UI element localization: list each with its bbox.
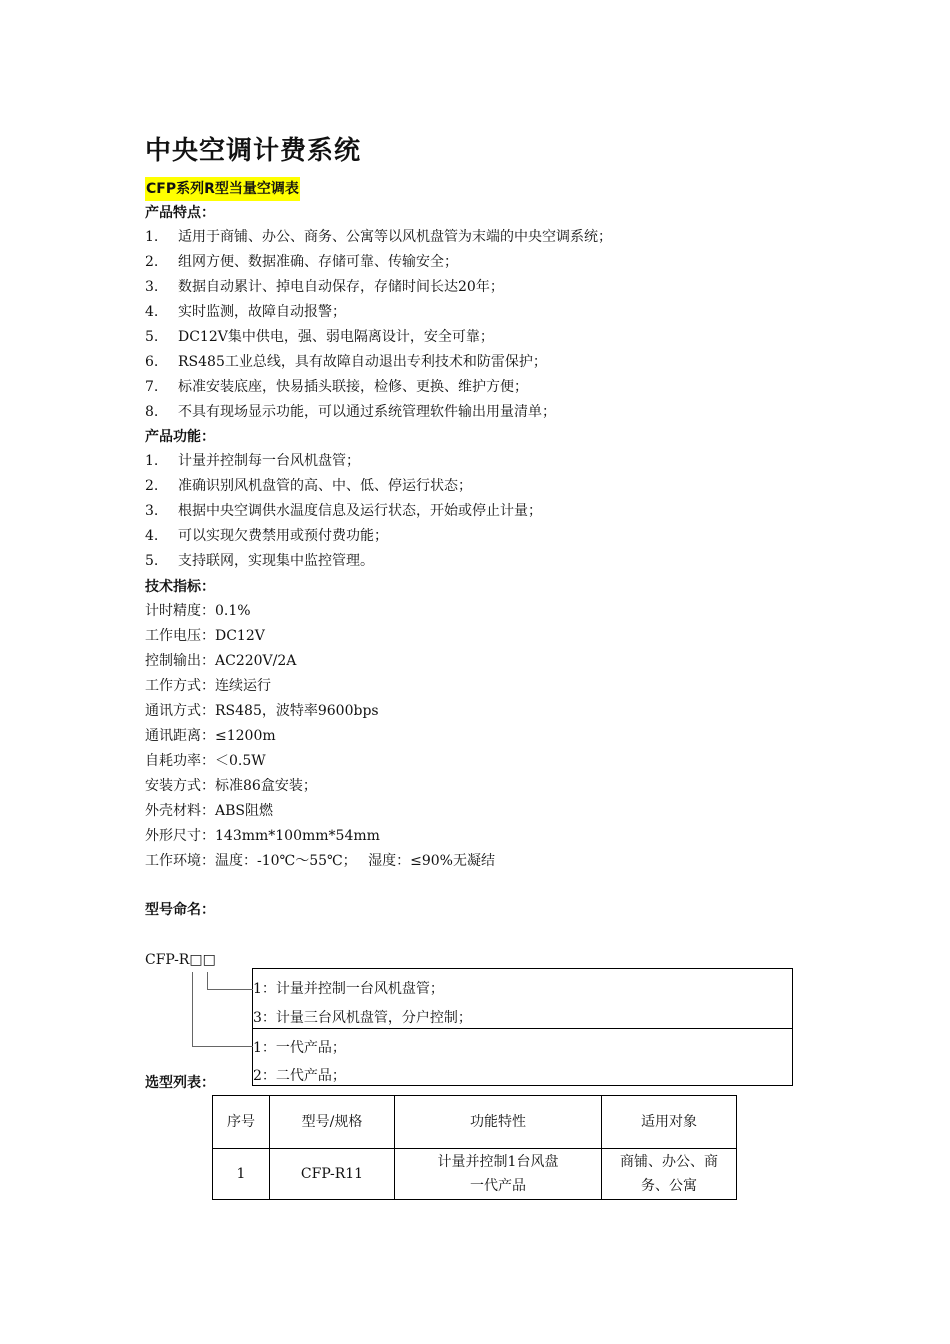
spec-item: 外形尺寸：143mm*100mm*54mm bbox=[145, 828, 380, 844]
naming-option: 1：一代产品； bbox=[253, 1040, 346, 1056]
naming-option: 2：二代产品； bbox=[253, 1068, 346, 1084]
spec-item: 外壳材料：ABS阻燃 bbox=[145, 803, 273, 819]
naming-option: 3：计量三台风机盘管，分户控制； bbox=[253, 1010, 472, 1026]
list-item: 2. 准确识别风机盘管的高、中、低、停运行状态； bbox=[145, 478, 472, 494]
cell-target: 商铺、办公、商 务、公寓 bbox=[602, 1149, 737, 1200]
column-header: 适用对象 bbox=[602, 1096, 737, 1149]
table-header-row bbox=[213, 1096, 737, 1149]
spec-item: 通讯距离：≤1200m bbox=[145, 728, 276, 744]
spec-item: 控制输出：AC220V/2A bbox=[145, 653, 297, 669]
features-list bbox=[145, 225, 612, 425]
list-item: 7. 标准安装底座，快易插头联接，检修、更换、维护方便； bbox=[145, 379, 528, 395]
selection-table bbox=[212, 1095, 737, 1200]
list-item: 5. DC12V集中供电，强、弱电隔离设计，安全可靠； bbox=[145, 329, 494, 345]
list-item: 5. 支持联网，实现集中监控管理。 bbox=[145, 553, 374, 569]
list-item: 4. 可以实现欠费禁用或预付费功能； bbox=[145, 528, 388, 544]
specs-heading: 技术指标： bbox=[145, 579, 215, 595]
functions-heading: 产品功能： bbox=[145, 429, 215, 445]
naming-heading: 型号命名： bbox=[145, 902, 215, 918]
list-item: 2. 组网方便、数据准确、存储可靠、传输安全； bbox=[145, 254, 458, 270]
model-code: CFP-R□□ bbox=[145, 952, 216, 968]
connector-line bbox=[192, 972, 193, 1046]
spec-item: 自耗功率：＜0.5W bbox=[145, 753, 266, 769]
cell-feature: 计量并控制1台风盘 一代产品 bbox=[395, 1149, 602, 1200]
spec-item: 安装方式：标准86盒安装； bbox=[145, 778, 317, 794]
list-item: 4. 实时监测，故障自动报警； bbox=[145, 304, 346, 320]
list-item: 3. 根据中央空调供水温度信息及运行状态，开始或停止计量； bbox=[145, 503, 542, 519]
column-header: 序号 bbox=[213, 1096, 270, 1149]
naming-option: 1：计量并控制一台风机盘管； bbox=[253, 981, 444, 997]
table-row bbox=[213, 1149, 737, 1200]
spec-item: 工作环境：温度：-10℃～55℃； 湿度：≤90%无凝结 bbox=[145, 853, 495, 869]
list-item: 1. 计量并控制每一台风机盘管； bbox=[145, 453, 360, 469]
specs-list bbox=[145, 599, 495, 874]
spec-item: 工作电压：DC12V bbox=[145, 628, 265, 644]
column-header: 型号/规格 bbox=[270, 1096, 395, 1149]
features-heading: 产品特点： bbox=[145, 205, 215, 221]
connector-line bbox=[192, 1046, 253, 1047]
list-item: 8. 不具有现场显示功能，可以通过系统管理软件输出用量清单； bbox=[145, 404, 556, 420]
spec-item: 工作方式：连续运行 bbox=[145, 678, 271, 694]
connector-line bbox=[207, 989, 253, 990]
list-item: 3. 数据自动累计、掉电自动保存，存储时间长达20年； bbox=[145, 279, 504, 295]
spec-item: 通讯方式：RS485，波特率9600bps bbox=[145, 703, 379, 719]
cell-model: CFP-R11 bbox=[270, 1149, 395, 1200]
product-subtitle: CFP系列R型当量空调表 bbox=[145, 177, 300, 201]
page-title: 中央空调计费系统 bbox=[145, 136, 362, 166]
selection-heading: 选型列表： bbox=[145, 1075, 215, 1091]
cell-no: 1 bbox=[213, 1149, 270, 1200]
functions-list bbox=[145, 449, 542, 574]
connector-line bbox=[207, 972, 208, 989]
spec-item: 计时精度：0.1% bbox=[145, 603, 251, 619]
list-item: 1. 适用于商铺、办公、商务、公寓等以风机盘管为末端的中央空调系统； bbox=[145, 229, 612, 245]
list-item: 6. RS485工业总线，具有故障自动退出专利技术和防雷保护； bbox=[145, 354, 547, 370]
column-header: 功能特性 bbox=[395, 1096, 602, 1149]
